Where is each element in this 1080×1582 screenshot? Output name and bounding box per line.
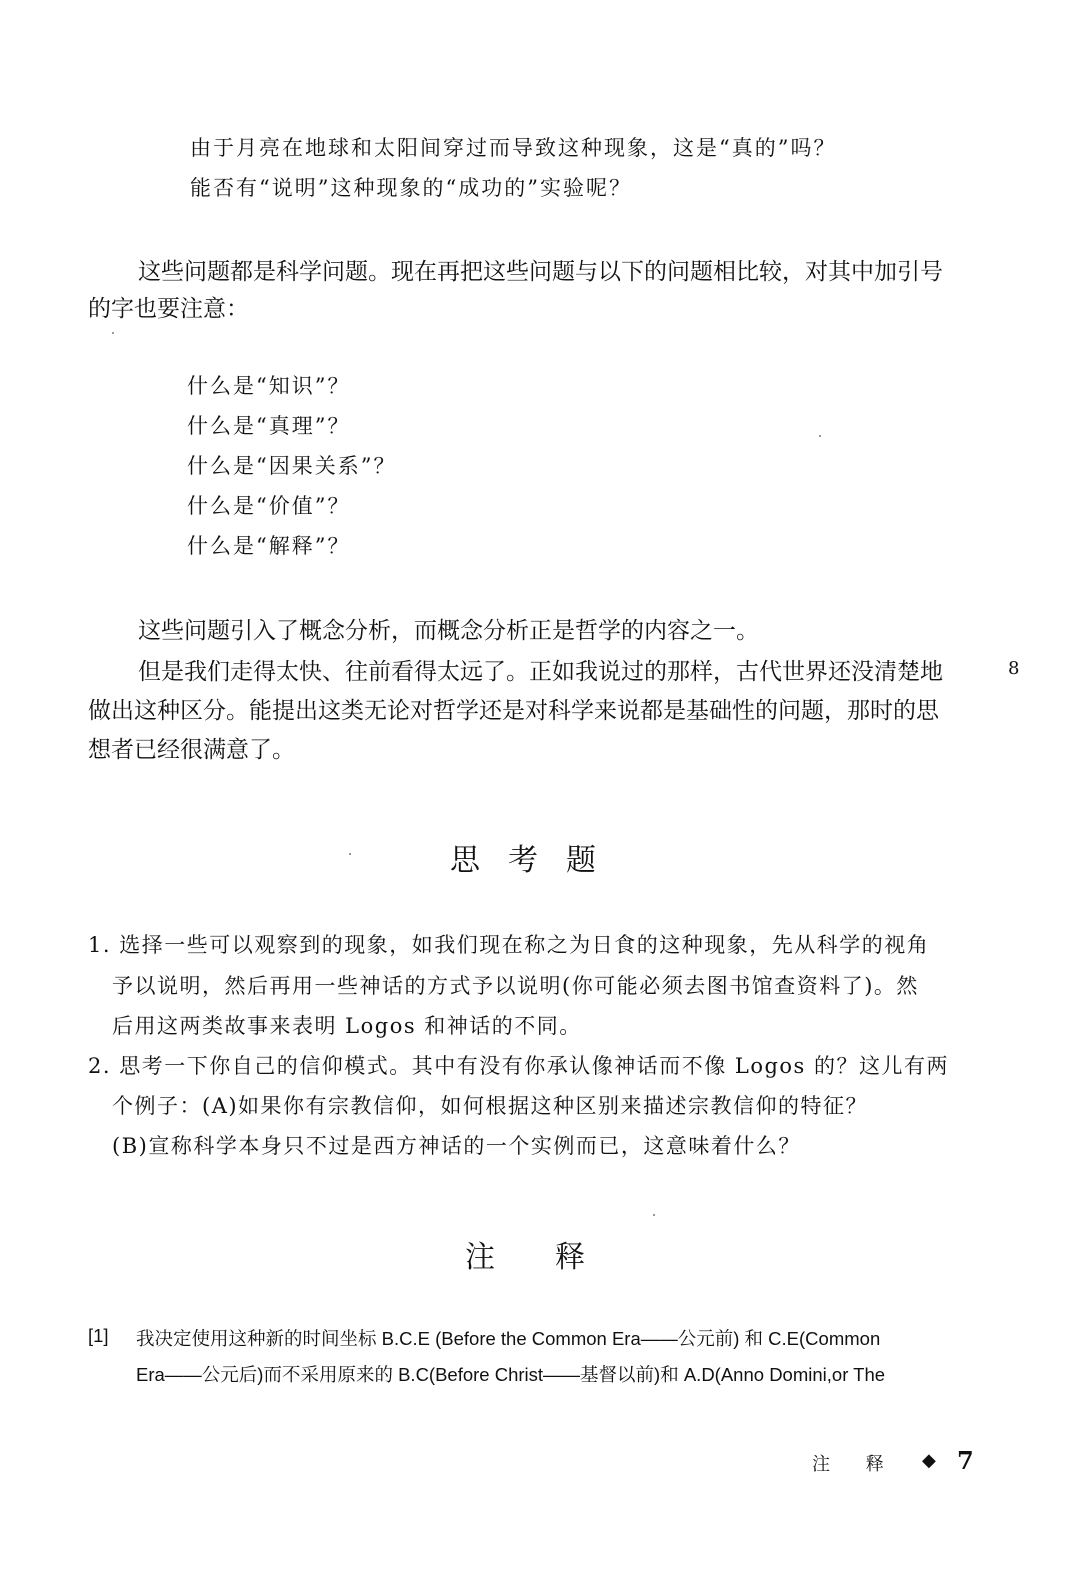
scan-speck [819,435,821,437]
paragraph-line: 做出这种区分。能提出这类无论对哲学还是对科学来说都是基础性的问题，那时的思 [88,698,939,724]
list-question: 什么是“价值”？ [187,494,351,518]
note-marker: [1] [88,1325,109,1346]
note-line: 我决定使用这种新的时间坐标 B.C.E (Before the Common Era——公元前) 和 C.E(Common [136,1328,881,1349]
margin-page-number: 8 [1008,658,1020,679]
paragraph-line: 这些问题都是科学问题。现在再把这些问题与以下的问题相比较，对其中加引号 [138,259,943,285]
scan-speck [112,332,114,334]
note-line: Era——公元后)而不采用原来的 B.C(Before Christ——基督以前)和 A.D(Anno Domini,or The [136,1364,886,1385]
list-question: 什么是“知识”？ [187,374,351,398]
page-number: 7 [957,1446,974,1475]
list-question: 什么是“因果关系”？ [187,454,397,478]
paragraph-line: 这些问题引入了概念分析，而概念分析正是哲学的内容之一。 [138,618,759,644]
section-heading-exercises: 思考题 [450,843,624,878]
exercise-line: 2. 思考一下你自己的信仰模式。其中有没有你承认像神话而不像 Logos 的？这儿有两 [88,1054,950,1078]
paragraph-line: 想者已经很满意了。 [88,737,295,763]
running-footer-section: 注 释 [812,1454,884,1475]
exercise-line: 予以说明，然后再用一些神话的方式予以说明(你可能必须去图书馆查资料了)。然 [112,974,919,998]
scan-speck [653,1214,655,1216]
paragraph-line: 的字也要注意： [88,296,249,322]
list-question: 什么是“真理”？ [187,414,351,438]
footer-bullet: ◆ [922,1450,936,1471]
exercise-line: 1. 选择一些可以观察到的现象，如我们现在称之为日食的这种现象，先从科学的视角 [88,933,930,957]
exercise-line: 后用这两类故事来表明 Logos 和神话的不同。 [112,1014,582,1038]
exercise-line: 个例子：(A)如果你有宗教信仰，如何根据这种区别来描述宗教信仰的特征？ [112,1094,869,1118]
scan-speck [349,853,351,855]
paragraph-line: 但是我们走得太快、往前看得太远了。正如我说过的那样，古代世界还没清楚地 [138,659,943,685]
quote-line: 能否有“说明”这种现象的“成功的”实验呢？ [190,176,632,200]
exercise-line: (B)宣称科学本身只不过是西方神话的一个实例而已，这意味着什么？ [112,1134,801,1158]
section-heading-notes: 注释 [465,1240,645,1275]
quote-line: 由于月亮在地球和太阳间穿过而导致这种现象，这是“真的”吗？ [190,136,837,160]
list-question: 什么是“解释”？ [187,534,351,558]
